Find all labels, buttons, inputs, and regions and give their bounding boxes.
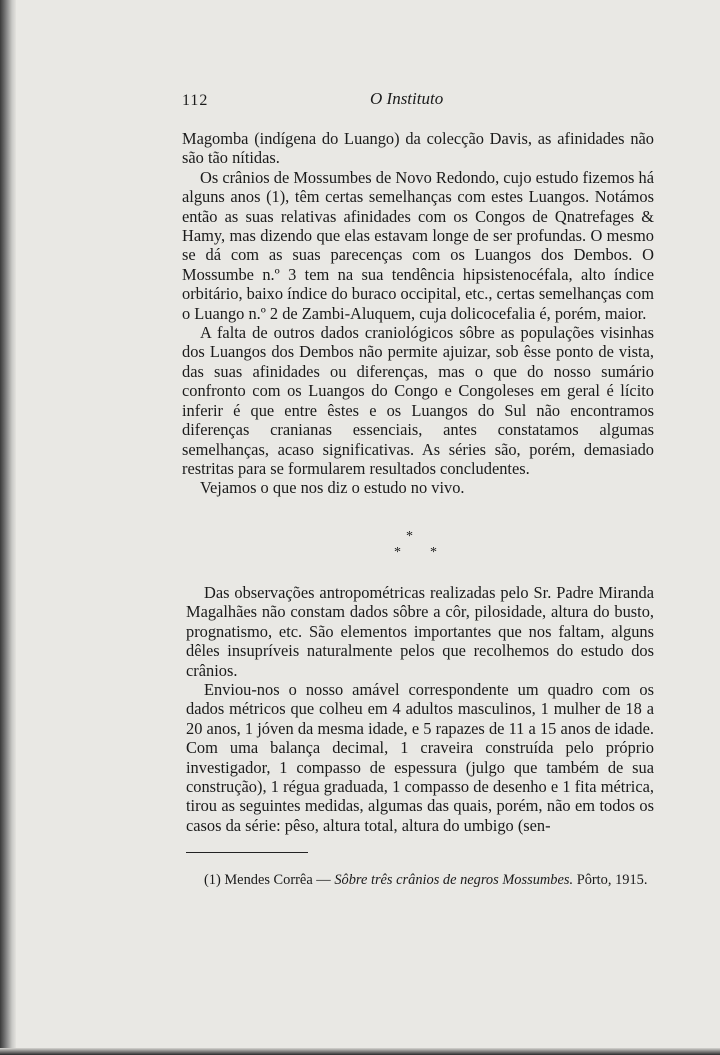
page-number: 112	[182, 92, 209, 109]
body-section-1	[182, 129, 654, 498]
paragraph-living-study: Vejamos o que nos diz o estudo no vivo.	[200, 478, 465, 498]
paragraph-measurements: Enviou-nos o nosso amável correspondente um quadro com os dados métricos que colheu em 4 adultos masculinos, 1 mulher de 18 a 20 anos, 1 jóven da mesma idade, e 5 rapazes de 11 a 15 anos de idade. Com uma balança decimal, 1 craveira construída pelo próprio investigador, 1 compasso de espessura (julgo que também de sua construção), 1 régua graduada, 1 compasso de desenho e 1 fita métrica, tirou as seguintes medidas, algumas das quais, porém, não em todos os casos da série: pêso, altura total, altura do umbigo (sen-	[186, 680, 654, 835]
paragraph-anthropometric: Das observações antropométricas realizadas pelo Sr. Padre Miranda Magalhães não constam dados sôbre a côr, pilosidade, altura do busto, prognatismo, etc. São elementos importantes que nos faltam, alguns dêles insupríveis naturalmente pelos que recolhemos do estudo dos crânios.	[186, 583, 654, 680]
footnote-title: Sôbre três crânios de negros Mossumbes.	[334, 872, 574, 888]
paragraph-craniological: A falta de outros dados craniológicos sôbre as populações visinhas dos Luangos dos Dembos não permite ajuizar, sob êsse ponto de vista, das suas afinidades ou diferenças, mas o que do nosso sumário confronto com os Luangos do Congo e Congoleses em geral é lícito inferir é que entre êstes e os Luangos do Sul não encontramos diferenças cranianas essenciais, antes constatamos algumas semelhanças, acaso significativas. As séries são, porém, demasiado restritas para se formularem resultados concludentes.	[182, 323, 654, 478]
book-spine-shadow	[0, 0, 16, 1055]
body-section-2	[186, 583, 654, 835]
paragraph-continued: Magomba (indígena do Luango) da colecção Davis, as afinidades não são tão nítidas.	[182, 129, 654, 168]
footnote-author: Mendes Corrêa —	[224, 872, 331, 888]
section-asterism	[380, 530, 444, 566]
paragraph-mossumbes: Os crânios de Mossumbes de Novo Redondo, cujo estudo fizemos há alguns anos (1), têm certas semelhanças com estes Luangos. Notámos então as suas relativas afinidades com os Congos de Qnatrefages & Hamy, mas dizendo que elas estavam longe de ser profundas. O mesmo se dá com as suas parecenças com os Luangos dos Dembos. O Mossumbe n.º 3 tem na sua tendência hipsistenocéfala, alto índice orbitário, baixo índice do buraco occipital, etc., certas semelhanças com o Luango n.º 2 de Zambi-Aluquem, cuja dolicocefalia é, porém, maior.	[182, 167, 654, 323]
asterism-star-left: *	[394, 545, 401, 560]
running-title: O Instituto	[370, 89, 444, 108]
page-bottom-edge	[0, 1048, 720, 1055]
footnote-place-year: Pôrto, 1915.	[576, 872, 648, 888]
footnote-rule	[186, 852, 308, 853]
footnote	[186, 871, 656, 889]
asterism-star-top: *	[406, 529, 413, 544]
footnote-marker: (1)	[204, 872, 221, 888]
asterism-star-right: *	[430, 545, 437, 560]
